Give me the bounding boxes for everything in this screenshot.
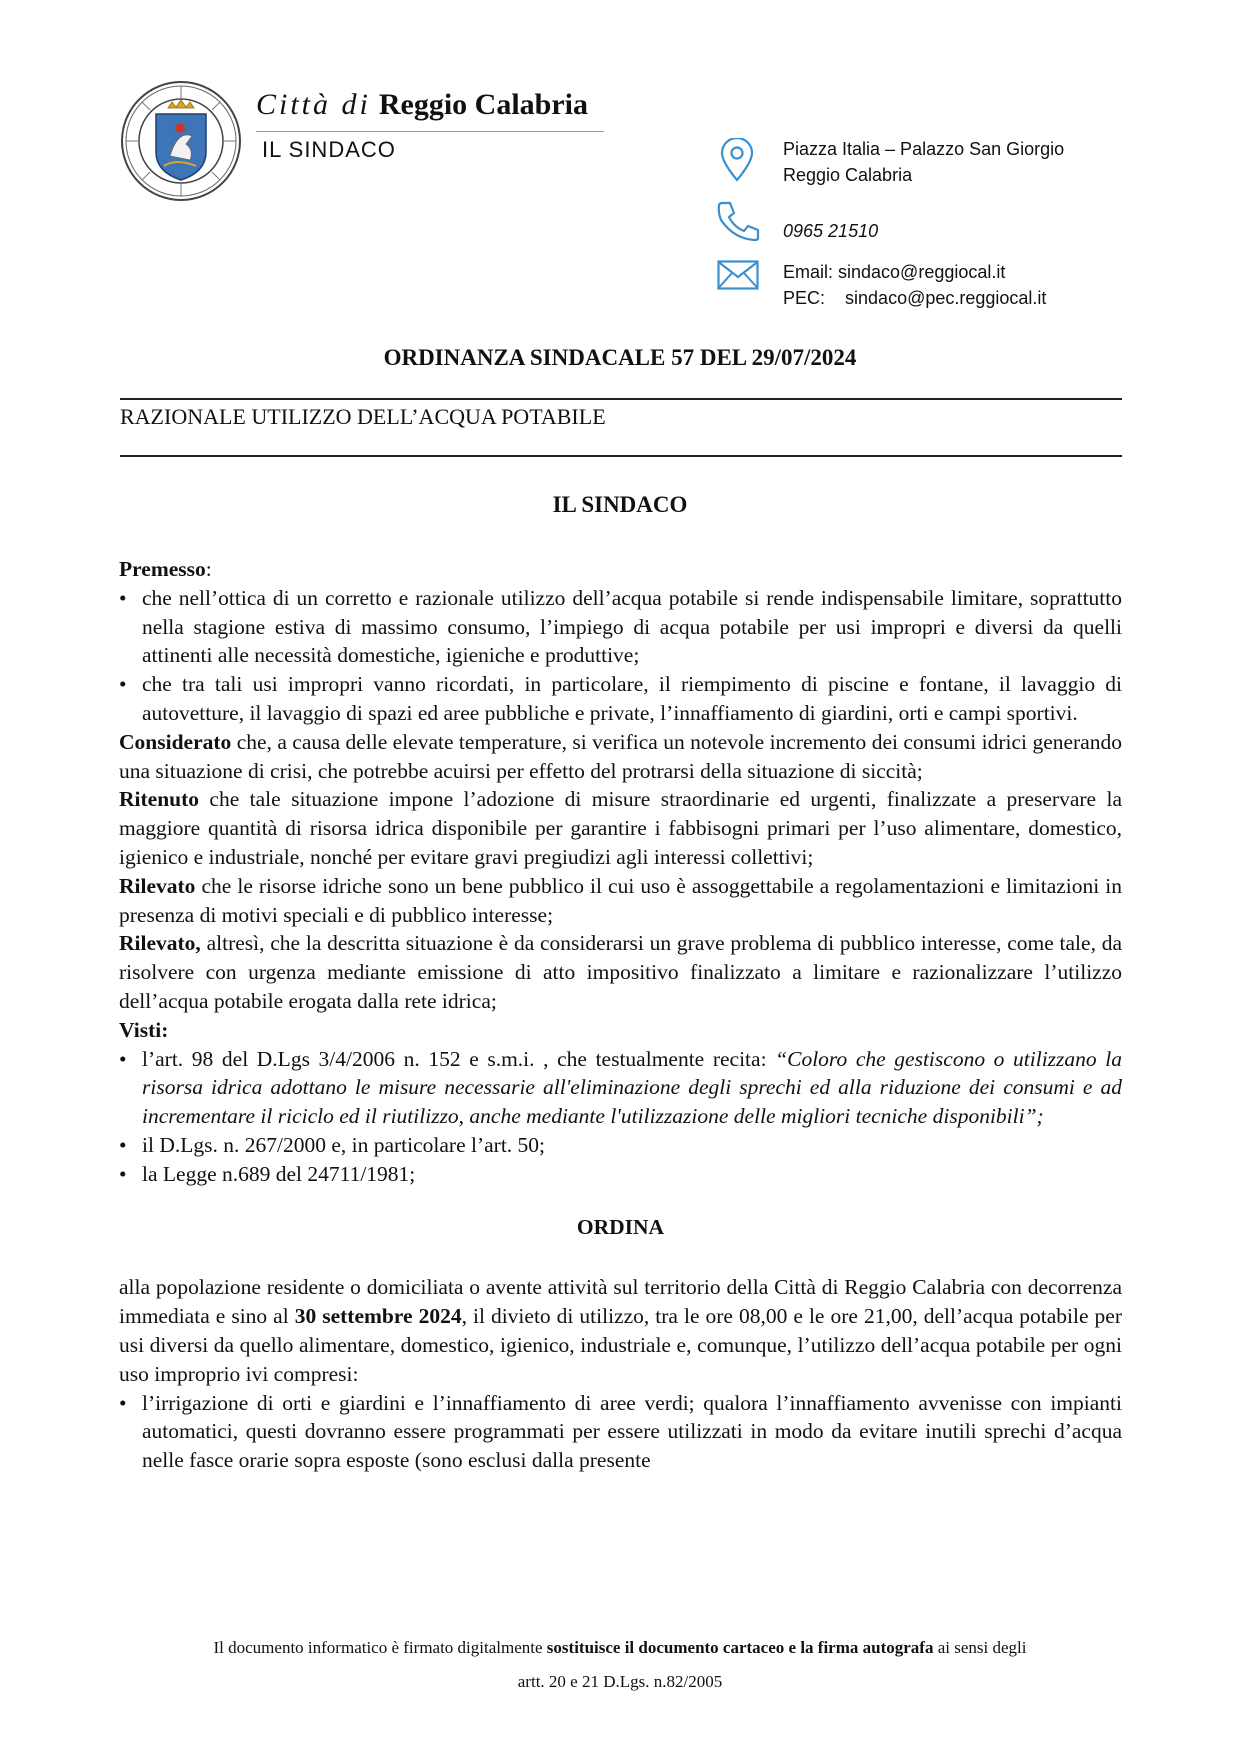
ritenuto-paragraph: Ritenuto che tale situazione impone l’adozione di misure straordinarie ed urgenti, finalizzate a preservare la maggiore quantità di risorsa idrica disponibile per garantire i fabbisogni primari per l’uso alimentare, domestico, igienico e industriale, nonché per evitare gravi pregiudizi agli interessi collettivi; (119, 787, 1122, 869)
address-line2: Reggio Calabria (783, 165, 913, 185)
pec-address[interactable]: sindaco@pec.reggiocal.it (845, 288, 1047, 308)
phone-icon (716, 200, 760, 242)
office-label: IL SINDACO (262, 137, 396, 162)
visti-heading: Visti: (119, 1017, 169, 1042)
title-rule-bottom (120, 455, 1122, 457)
ordinance-title: ORDINANZA SINDACALE 57 DEL 29/07/2024 (383, 345, 857, 370)
email-envelope-icon (717, 260, 759, 290)
list-item: • il D.Lgs. n. 267/2000 e, in particolare l’art. 50; (119, 1131, 1122, 1160)
considerato-paragraph: Considerato che, a causa delle elevate temperature, si verifica un notevole incremento dei consumi idrici generando una situazione di crisi, che potrebbe acuirsi per effetto del protrarsi della situazione di siccità; (119, 729, 1122, 783)
title-rule-top (120, 398, 1122, 400)
list-item: • che tra tali usi impropri vanno ricordati, in particolare, il riempimento di piscine e fontane, il lavaggio di autovetture, il lavaggio di spazi ed aree pubbliche e private, l’innaffiamento di giardini, orti e campi sportivi. (119, 670, 1122, 728)
premesso-heading: Premesso: (119, 557, 212, 581)
ordina-list (119, 1389, 1122, 1475)
header-divider (256, 131, 604, 132)
ordina-heading: ORDINA (576, 1214, 665, 1239)
footer-line1: Il documento informatico è firmato digitalmente sostituisce il documento cartaceo e la firma autografa ai sensi degli (213, 1638, 1027, 1657)
document-body (119, 555, 1122, 1475)
list-item: • la Legge n.689 del 24711/1981; (119, 1160, 1122, 1189)
city-prefix: Città di (256, 88, 371, 121)
email-address[interactable]: Email: sindaco@reggiocal.it (783, 262, 1006, 282)
pec-label: PEC: (783, 288, 826, 308)
section-heading-sindaco: IL SINDACO (552, 492, 688, 517)
rilevato-paragraph: Rilevato che le risorse idriche sono un bene pubblico il cui uso è assoggettabile a regolamentazioni e limitazioni in presenza di motivi speciali e di pubblico interesse; (119, 873, 1122, 927)
ordina-paragraph: alla popolazione residente o domiciliata o avente attività sul territorio della Città di Reggio Calabria con decorrenza immediata e sino al 30 settembre 2024, il divieto di utilizzo, tra le ore 08,00 e le ore 21,00, dell’acqua potabile per usi diversi da quello alimentare, domestico, igienico, industriale e, comunque, l’utilizzo dell’acqua potabile per ogni uso improprio ivi compresi: (119, 1275, 1122, 1386)
rilevato-altresi-paragraph: Rilevato, altresì, che la descritta situazione è da considerarsi un grave problema di pubblico interesse, come tale, da risolvere con urgenza mediante emissione di atto impositivo finalizzato a limitare e razionalizzare l’utilizzo dell’acqua potabile erogata dalla rete idrica; (119, 931, 1122, 1013)
footer-line2: artt. 20 e 21 D.Lgs. n.82/2005 (517, 1672, 723, 1691)
list-item: • l’irrigazione di orti e giardini e l’innaffiamento di aree verdi; qualora l’innaffiamento avvenisse con impianti automatici, questi dovranno essere programmati per essere utilizzati in modo da evitare inutili sprechi d’acqua nelle fasce orarie sopra esposte (sono esclusi dalla presente (119, 1389, 1122, 1475)
premesso-list (119, 584, 1122, 728)
city-seal-icon (120, 80, 242, 202)
city-title (256, 88, 588, 122)
email-block (783, 259, 1046, 311)
address-line1: Piazza Italia – Palazzo San Giorgio (783, 139, 1065, 159)
list-item: • che nell’ottica di un corretto e razionale utilizzo dell’acqua potabile si rende indispensabile limitare, soprattutto nella stagione estiva di massimo consumo, l’impiego di acqua potabile per usi impropri e diversi da quelli attinenti alle necessità domestiche, igieniche e produttive; (119, 584, 1122, 670)
address-block (783, 136, 1064, 188)
phone-number[interactable]: 0965 21510 (783, 221, 879, 241)
location-pin-icon (718, 138, 756, 182)
digital-signature-footer (110, 1631, 1130, 1699)
visti-list (119, 1045, 1122, 1189)
pec-line (783, 285, 1046, 311)
ordinance-subject: RAZIONALE UTILIZZO DELL’ACQUA POTABILE (120, 404, 606, 429)
city-name: Reggio Calabria (378, 88, 589, 121)
list-item: • l’art. 98 del D.Lgs 3/4/2006 n. 152 e s.m.i. , che testualmente recita: “Coloro che gestiscono o utilizzano la risorsa idrica adottano le misure necessarie all'eliminazione degli sprechi ed alla riduzione dei consumi e ad incrementare il riciclo ed il riutilizzo, anche mediante l'utilizzazione delle migliori tecniche disponibili”; (119, 1045, 1122, 1131)
